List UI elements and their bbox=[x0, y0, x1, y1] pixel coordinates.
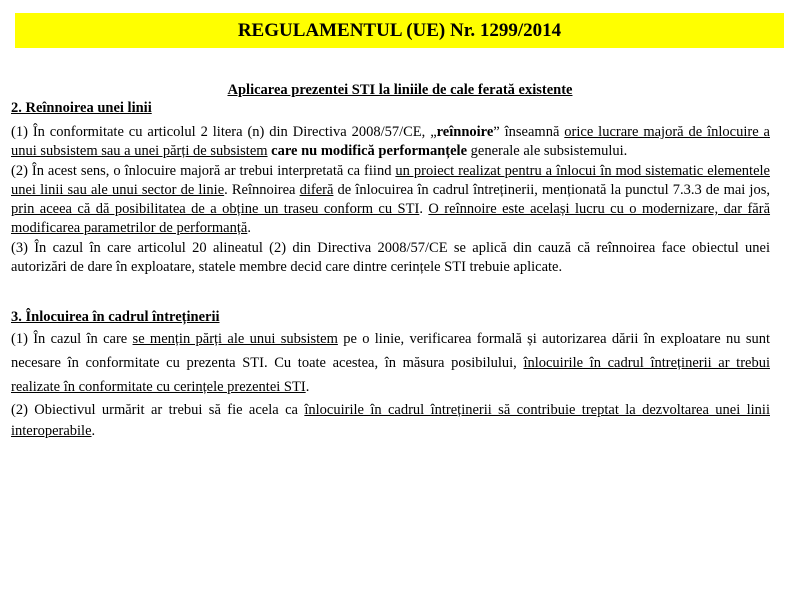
text-span: . bbox=[305, 379, 310, 395]
document-subtitle: Aplicarea prezentei STI la liniile de cale ferată existente bbox=[227, 82, 573, 98]
section-2-paragraph-2 bbox=[11, 162, 770, 238]
document-body bbox=[11, 99, 770, 442]
text-span: pe o linie, verificarea formală și autorizarea dării în exploatare nu sunt necesare în conformitate cu prezenta STI. Cu toate acestea, în măsura posibilului, bbox=[11, 331, 770, 371]
section-2-paragraph-3: (3) În cazul în care articolul 20 alineatul (2) din Directiva 2008/57/CE se aplică din cauză că reînnoirea face obiectul unei autorizări de dare în exploatare, statele membre decid care dintre cerințele STI trebuie aplicate. bbox=[11, 240, 770, 275]
text-span: . bbox=[419, 201, 429, 217]
section-3-paragraph-1 bbox=[11, 327, 770, 399]
underlined-phrase: înlocuirile în cadrul întreținerii să contribuie treptat la dezvoltarea unei linii interoperabile bbox=[11, 402, 770, 439]
text-span: (1) În conformitate cu articolul 2 litera (n) din Directiva 2008/57/CE, „ bbox=[11, 124, 437, 140]
underlined-phrase: înlocuirile în cadrul întreținerii ar trebui realizate în conformitate cu cerințele prezentei STI bbox=[11, 355, 770, 395]
text-span: . Reînnoirea bbox=[224, 182, 300, 198]
underlined-phrase: prin aceea că dă posibilitatea de a obține un traseu conform cu STI bbox=[11, 201, 420, 217]
text-span: ” înseamnă bbox=[493, 124, 565, 140]
text-span: de înlocuirea în cadrul întreținerii, menționată la punctul 7.3.3 de mai jos, bbox=[333, 182, 770, 198]
text-span: generale ale subsistemului. bbox=[467, 143, 628, 159]
text-span: (2) Obiectivul urmărit ar trebui să fie acela ca bbox=[11, 402, 305, 418]
underlined-word: diferă bbox=[299, 182, 334, 198]
text-span: . bbox=[247, 220, 251, 236]
underlined-phrase: O reînnoire este același lucru cu o modernizare, dar fără modificarea parametrilor de performanță bbox=[11, 201, 771, 236]
document-title: REGULAMENTUL (UE) Nr. 1299/2014 bbox=[237, 19, 562, 41]
text-span: (1) În cazul în care bbox=[11, 331, 133, 347]
text-span: (2) În acest sens, o înlocuire majoră ar trebui interpretată ca fiind bbox=[11, 163, 396, 179]
underlined-definition: orice lucrare majoră de înlocuire a unui subsistem sau a unei părți de subsistem bbox=[11, 124, 770, 159]
section-2-paragraph-1 bbox=[11, 123, 770, 161]
section-2-heading: 2. Reînnoirea unei linii bbox=[11, 100, 152, 116]
text-span: . bbox=[91, 423, 96, 439]
section-3-heading: 3. Înlocuirea în cadrul întreținerii bbox=[11, 309, 220, 325]
term-reinnoire: reînnoire bbox=[436, 124, 494, 140]
title-banner bbox=[15, 13, 784, 48]
section-3-paragraph-2 bbox=[11, 400, 770, 442]
bold-phrase: care nu modifică performanțele bbox=[271, 143, 468, 159]
underlined-phrase: un proiect realizat pentru a înlocui în mod sistematic elementele unei linii sau ale unui sector de linie bbox=[11, 163, 770, 198]
underlined-phrase: se mențin părți ale unui subsistem bbox=[132, 331, 338, 347]
